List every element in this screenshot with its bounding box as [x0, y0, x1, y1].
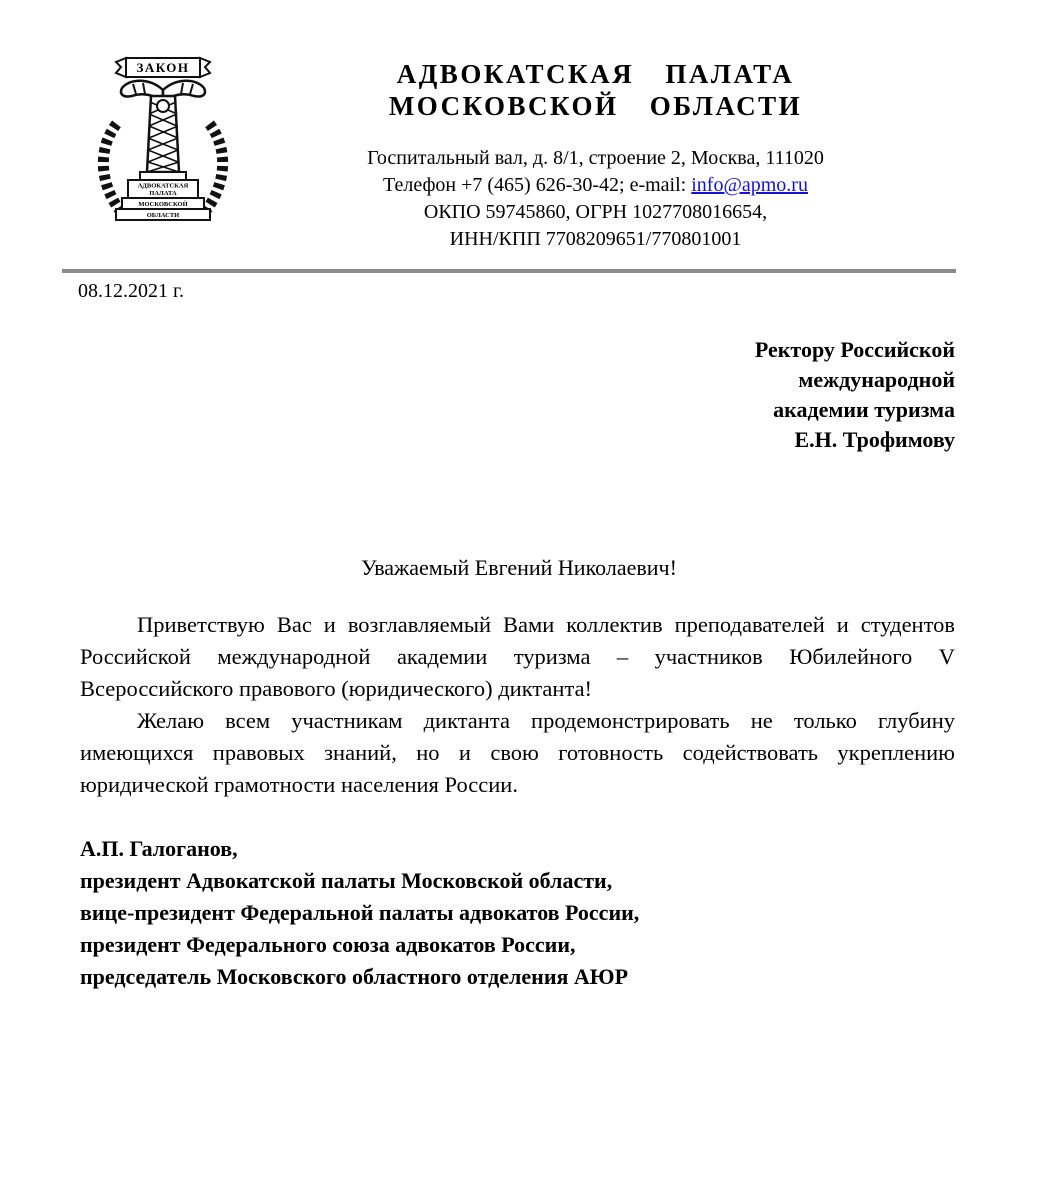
salutation: Уважаемый Евгений Николаевич! — [361, 555, 677, 580]
signature-title: президент Федерального союза адвокатов России, — [80, 932, 576, 957]
pedestal-text-4: ОБЛАСТИ — [146, 212, 180, 219]
letterhead — [0, 0, 1038, 253]
org-okpo-ogrn: ОКПО 59745860, ОГРН 1027708016654, — [423, 201, 768, 223]
org-phone-line — [238, 172, 953, 199]
org-name-line1: АДВОКАТСКАЯ ПАЛАТА — [396, 59, 795, 89]
pedestal-text-3: МОСКОВСКОЙ — [138, 201, 188, 208]
pedestal-text-1: АДВОКАТСКАЯ — [137, 182, 189, 190]
signature-block — [80, 833, 955, 993]
email-link[interactable]: info@apmo.ru — [691, 174, 808, 196]
recipient-line: Ректору Российской — [754, 337, 955, 362]
organization-emblem — [88, 50, 238, 232]
recipient-line: академии туризма — [773, 397, 955, 422]
org-inn-kpp: ИНН/КПП 7708209651/770801001 — [449, 228, 742, 250]
recipient-line: Е.Н. Трофимову — [794, 427, 955, 452]
signature-name: А.П. Галоганов, — [80, 836, 238, 861]
pedestal-step-0 — [140, 172, 186, 180]
wreath-left — [103, 122, 121, 212]
phone-text: Телефон +7 (465) 626-30-42; e-mail: — [383, 174, 692, 196]
letter-body — [80, 609, 955, 801]
recipient-block — [0, 335, 955, 455]
signature-title: президент Адвокатской палаты Московской области, — [80, 868, 613, 893]
body-paragraph-1: Приветствую Вас и возглавляемый Вами коллектив преподавателей и студентов Российской международной академии туризма – участников Юбилейного V Всероссийского правового (юридического) диктанта! — [80, 612, 955, 701]
recipient-line: международной — [798, 367, 955, 392]
header-divider — [62, 269, 956, 273]
org-contacts — [238, 145, 953, 253]
law-emblem-icon — [88, 50, 238, 232]
org-name-line2: МОСКОВСКОЙ ОБЛАСТИ — [388, 91, 803, 121]
org-name — [238, 58, 953, 122]
letterhead-text — [238, 50, 1038, 253]
pedestal-text-2: ПАЛАТА — [149, 190, 177, 197]
org-address: Госпитальный вал, д. 8/1, строение 2, Москва, 111020 — [367, 147, 824, 169]
banner-text: ЗАКОН — [136, 60, 190, 75]
signature-title: вице-президент Федеральной палаты адвокатов России, — [80, 900, 640, 925]
signature-title: председатель Московского областного отделения АЮР — [80, 964, 629, 989]
body-paragraph-2: Желаю всем участникам диктанта продемонстрировать не только глубину имеющихся правовых знаний, но и свою готовность содействовать укреплению юридической грамотности населения России. — [80, 708, 955, 797]
wreath-right — [205, 122, 223, 212]
letter-date: 08.12.2021 г. — [78, 280, 184, 302]
